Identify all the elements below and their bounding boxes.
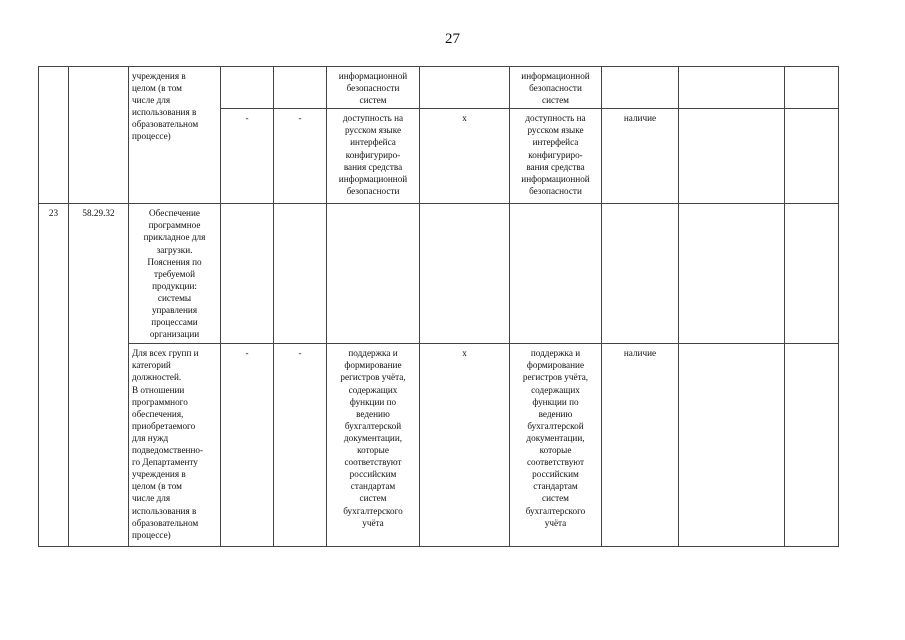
table-row [39, 344, 839, 547]
cell-empty [785, 67, 839, 109]
table-row [39, 67, 839, 109]
cell-empty [221, 67, 274, 109]
cell-empty [420, 204, 510, 344]
cell-empty [274, 67, 327, 109]
table-row [39, 204, 839, 344]
cell-empty [679, 67, 785, 109]
cell-dash: - [221, 109, 274, 204]
cell-empty [510, 204, 602, 344]
cell-dash: - [221, 344, 274, 547]
page-number: 27 [445, 31, 460, 47]
cell-characteristic-value: информационной безопасности систем [510, 67, 602, 109]
cell-empty [785, 204, 839, 344]
cell-empty [274, 204, 327, 344]
cell-presence: наличие [602, 109, 679, 204]
cell-num-empty [39, 67, 69, 204]
cell-dash: - [274, 344, 327, 547]
cell-empty [679, 344, 785, 547]
cell-characteristic-value: доступность на русском языке интерфейса конфигуриро- вания средства информационной безопасности [510, 109, 602, 204]
cell-empty [679, 204, 785, 344]
cell-empty [679, 109, 785, 204]
cell-characteristic: поддержка и формирование регистров учёта, содержащих функции по ведению бухгалтерской документации, которые соответствуют российским стандартам систем бухгалтерского учёта [327, 344, 420, 547]
cell-empty [602, 204, 679, 344]
cell-okpd-code: 58.29.32 [69, 204, 129, 547]
cell-mark: х [420, 344, 510, 547]
cell-empty [785, 344, 839, 547]
cell-dash: - [274, 109, 327, 204]
cell-code-empty [69, 67, 129, 204]
cell-empty [420, 67, 510, 109]
cell-mark: х [420, 109, 510, 204]
requirements-table [38, 66, 839, 547]
cell-empty [602, 67, 679, 109]
cell-empty [327, 204, 420, 344]
cell-description-continued: учреждения в целом (в том числе для использования в образовательном процессе) [129, 67, 221, 204]
cell-description: Для всех групп и категорий должностей. В отношении программного обеспечения, приобретаемого для нужд подведомственно- го Департаменту учреждения в целом (в том числе для использования в образовательном процессе) [129, 344, 221, 547]
cell-empty [785, 109, 839, 204]
cell-characteristic: доступность на русском языке интерфейса конфигуриро- вания средства информационной безопасности [327, 109, 420, 204]
cell-characteristic-value: поддержка и формирование регистров учёта, содержащих функции по ведению бухгалтерской документации, которые соответствуют российским стандартам систем бухгалтерского учёта [510, 344, 602, 547]
cell-product-title: Обеспечение программное прикладное для загрузки. Пояснения по требуемой продукции: системы управления процессами организации [129, 204, 221, 344]
cell-characteristic: информационной безопасности систем [327, 67, 420, 109]
cell-row-number: 23 [39, 204, 69, 547]
cell-presence: наличие [602, 344, 679, 547]
cell-empty [221, 204, 274, 344]
